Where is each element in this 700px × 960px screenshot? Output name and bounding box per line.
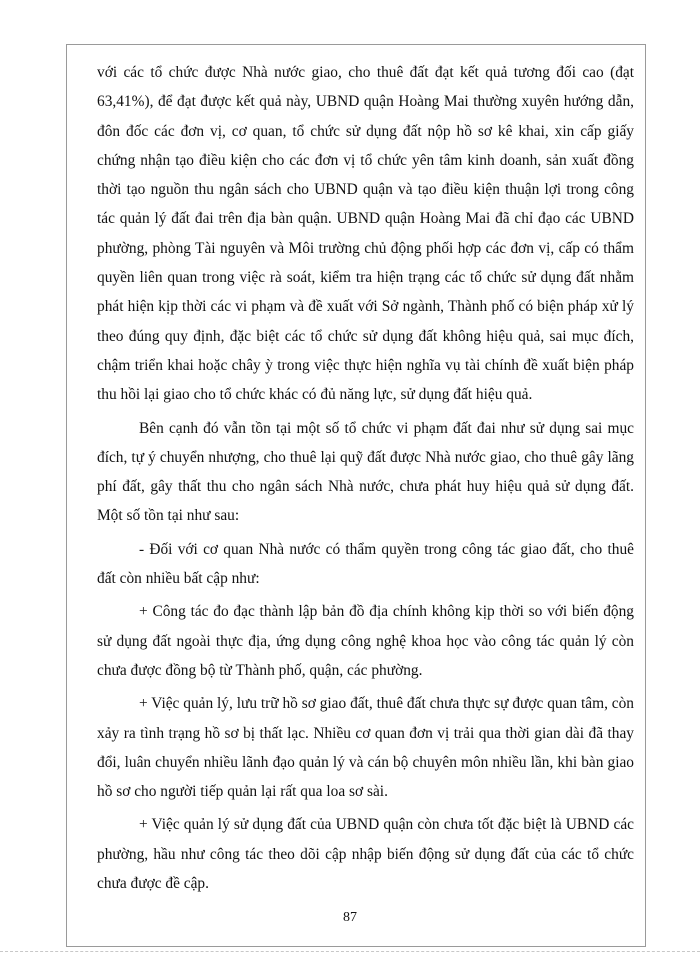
paragraph-1: với các tổ chức được Nhà nước giao, cho thuê đất đạt kết quả tương đối cao (đạt 63,41%), để đạt được kết quả này, UBND quận Hoàng Mai thường xuyên hướng dẫn, đôn đốc các đơn vị, cơ quan, tổ chức sử dụng đất nộp hồ sơ kê khai, xin cấp giấy chứng nhận tạo điều kiện cho các đơn vị tổ chức yên tâm kinh doanh, sản xuất đồng thời tạo nguồn thu ngân sách cho UBND quận và tạo điều kiện thuận lợi trong công tác quản lý đất đai trên địa bàn quận. UBND quận Hoàng Mai đã chỉ đạo các UBND phường, phòng Tài nguyên và Môi trường chủ động phối hợp các đơn vị, cấp có thẩm quyền liên quan trong việc rà soát, kiểm tra hiện trạng các tổ chức sử dụng đất nhằm phát hiện kịp thời các vi phạm và đề xuất với Sở ngành, Thành phố có biện pháp xử lý theo đúng quy định, đặc biệt các tổ chức sử dụng đất không hiệu quả, sai mục đích, chậm triển khai hoặc chây ỳ trong việc thực hiện nghĩa vụ tài chính đề xuất biện pháp thu hồi lại giao cho tổ chức khác có đủ năng lực, sử dụng đất hiệu quả. xyxy=(97,64,634,404)
page-number: 87 xyxy=(343,910,357,925)
paragraph-2: Bên cạnh đó vẫn tồn tại một số tổ chức vi phạm đất đai như sử dụng sai mục đích, tự ý chuyển nhượng, cho thuê lại quỹ đất được Nhà nước giao, cho thuê gây lãng phí đất, gây thất thu cho ngân sách Nhà nước, chưa phát huy hiệu quả sử dụng đất. Một số tồn tại như sau: xyxy=(97,419,634,525)
paragraph-3: - Đối với cơ quan Nhà nước có thẩm quyền trong công tác giao đất, cho thuê đất còn nhiều bất cập như: xyxy=(97,540,634,588)
paragraph-6: + Việc quản lý sử dụng đất của UBND quận còn chưa tốt đặc biệt là UBND các phường, hầu như công tác theo dõi cập nhập biến động sử dụng đất của các tổ chức chưa được đề cập. xyxy=(97,816,634,893)
document-body xyxy=(97,58,634,898)
page-break-rule xyxy=(0,951,700,952)
paragraph-5: + Việc quản lý, lưu trữ hồ sơ giao đất, thuê đất chưa thực sự được quan tâm, còn xảy ra tình trạng hồ sơ bị thất lạc. Nhiều cơ quan đơn vị trải qua thời gian dài đã thay đổi, luân chuyển nhiều lãnh đạo quản lý và cán bộ chuyên môn nhiều lần, khi bàn giao hồ sơ cho người tiếp quản lại rất qua loa sơ sài. xyxy=(97,695,634,801)
paragraph-4: + Công tác đo đạc thành lập bản đồ địa chính không kịp thời so với biến động sử dụng đất ngoài thực địa, ứng dụng công nghệ khoa học vào công tác quản lý còn chưa được đồng bộ từ Thành phố, quận, các phường. xyxy=(97,603,634,679)
